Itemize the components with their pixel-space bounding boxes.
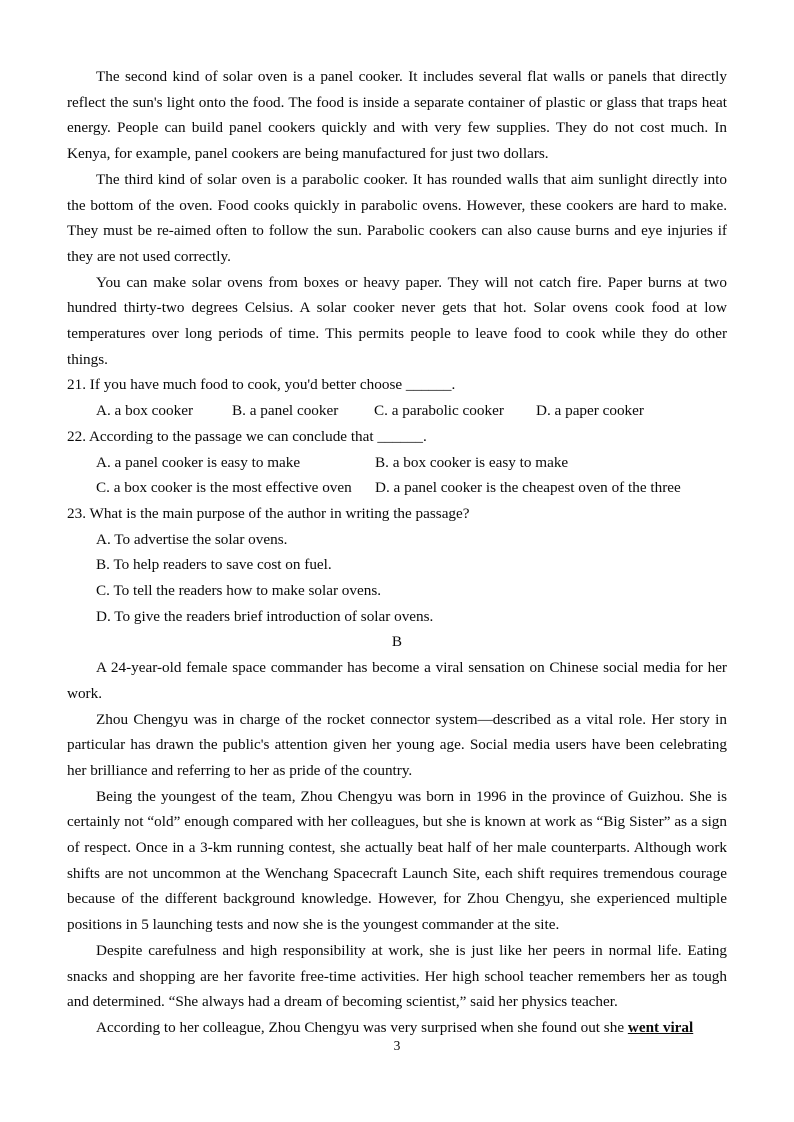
passage-a-paragraph-2: The third kind of solar oven is a parabolic cooker. It has rounded walls that aim sunlight directly into the bottom of the oven. Food cooks quickly in parabolic ovens. However, these cookers are hard to make. They must be re-aimed often to follow the sun. Parabolic cookers can also cause burns and eye injuries if they are not used correctly. (67, 170, 727, 265)
question-22-option-b[interactable]: B. a box cooker is easy to make (375, 453, 569, 471)
page-number: 3 (393, 1038, 401, 1053)
passage-b-paragraph-4: Despite carefulness and high responsibility at work, she is just like her peers in normal life. Eating snacks and shopping are her favorite free-time activities. Her high school teacher remembers her as tough and determined. “She always had a dream of becoming scientist,” said her physics teacher. (67, 941, 727, 1011)
question-23-option-d[interactable]: D. To give the readers brief introduction of solar ovens. (96, 607, 434, 625)
question-23-options (67, 527, 727, 630)
question-21-options (67, 398, 727, 424)
question-21-stem: 21. If you have much food to cook, you'd better choose ______. (67, 376, 456, 394)
option-row (96, 450, 727, 476)
question-22-option-c[interactable]: C. a box cooker is the most effective oven (96, 479, 352, 497)
question-21-option-d[interactable]: D. a paper cooker (536, 402, 644, 420)
document-page (67, 64, 727, 1064)
question-23-option-c[interactable]: C. To tell the readers how to make solar ovens. (96, 582, 382, 600)
final-paragraph-lead: According to her colleague, Zhou Chengyu was very surprised when she found out she (96, 1018, 628, 1036)
question-21-option-b[interactable]: B. a panel cooker (232, 402, 339, 420)
passage-b-paragraph-3: Being the youngest of the team, Zhou Chengyu was born in 1996 in the province of Guizhou. She is certainly not “old” enough compared with her colleagues, but she is known at work as “Big Sister” as a sign of respect. Once in a 3-km running contest, she actually beat half of her male counterparts. Although work shifts are not uncommon at the Wenchang Spacecraft Launch Site, each shift requires tremendous courage because of the different background knowledge. However, for Zhou Chengyu, she experienced multiple positions in 5 launching tests and now she is the youngest commander at the site. (67, 787, 727, 934)
passage-b-final-paragraph (67, 1015, 727, 1041)
question-21-option-a[interactable]: A. a box cooker (96, 402, 193, 420)
question-23-option-b[interactable]: B. To help readers to save cost on fuel. (96, 556, 332, 574)
question-22-options (67, 450, 727, 501)
passage-b-paragraph-1: A 24-year-old female space commander has become a viral sensation on Chinese social media for her work. (67, 659, 727, 702)
passage-b-paragraph-2: Zhou Chengyu was in charge of the rocket connector system—described as a vital role. Her story in particular has drawn the public's attention given her young age. Social media users have been celebrating her brilliance and referring to her as pride of the country. (67, 710, 727, 779)
question-23-stem: 23. What is the main purpose of the author in writing the passage? (67, 504, 470, 522)
option-row (96, 475, 727, 501)
passage-b-section-letter: B (391, 633, 403, 651)
question-21-option-c[interactable]: C. a parabolic cooker (374, 402, 504, 420)
question-22-option-a[interactable]: A. a panel cooker is easy to make (96, 453, 301, 471)
passage-a-paragraph-1: The second kind of solar oven is a panel cooker. It includes several flat walls or panels that directly reflect the sun's light onto the food. The food is inside a separate container of plastic or glass that traps heat energy. People can build panel cookers quickly and with very few supplies. They do not cost much. In Kenya, for example, panel cookers are being manufactured for just two dollars. (67, 68, 727, 163)
option-row (96, 398, 727, 424)
passage-a-paragraph-3: You can make solar ovens from boxes or heavy paper. They will not catch fire. Paper burns at two hundred thirty-two degrees Celsius. A solar cooker never gets that hot. Solar ovens cook food at low temperatures over long periods of time. This permits people to leave food to cook while they do other things. (67, 273, 727, 368)
went-viral-emphasis: went viral (627, 1018, 694, 1036)
question-23-option-a[interactable]: A. To advertise the solar ovens. (96, 530, 288, 548)
question-22-stem: 22. According to the passage we can conclude that ______. (67, 427, 427, 445)
question-22-option-d[interactable]: D. a panel cooker is the cheapest oven of the three (375, 479, 681, 497)
